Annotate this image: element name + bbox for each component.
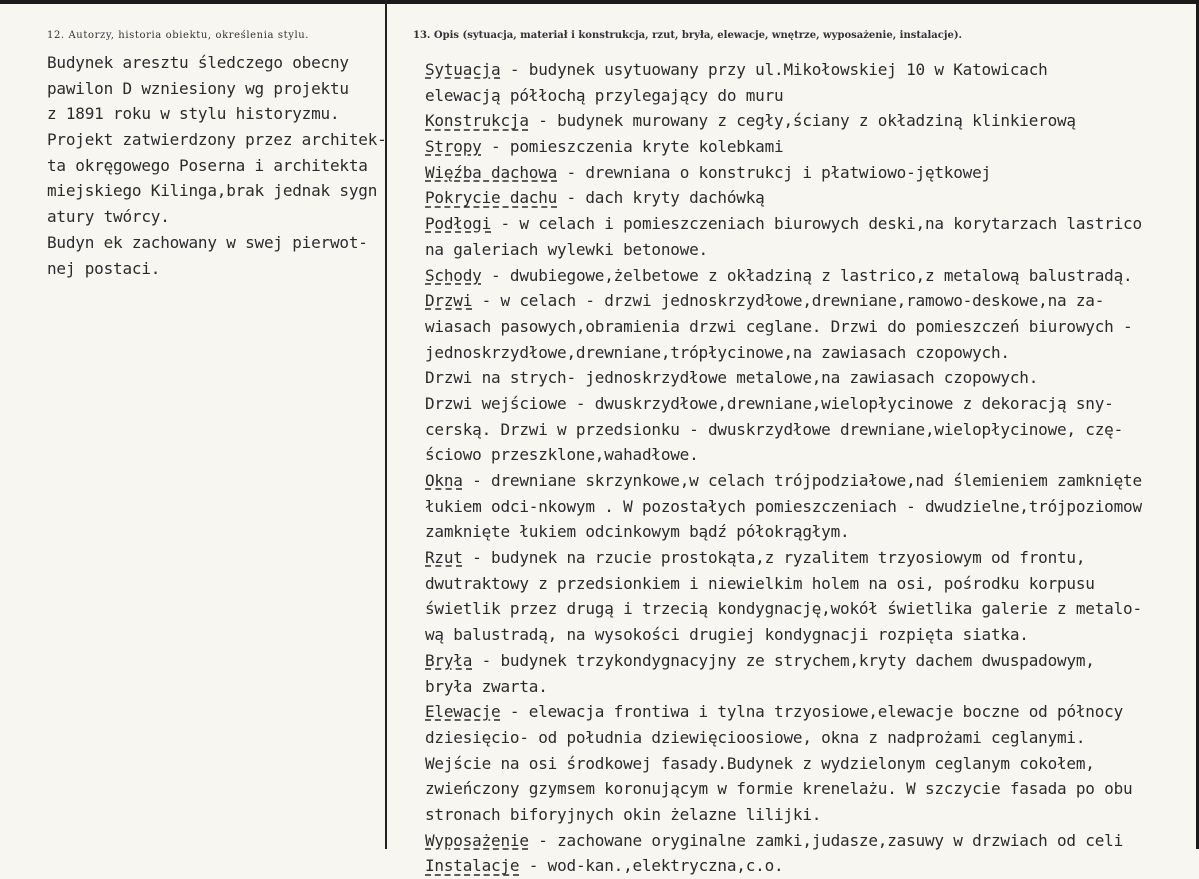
section-text: zamknięte łukiem odcinkowym bądź półokrągłym. [425, 522, 850, 542]
text-line: miejskiego Kilinga,brak jednak sygn [47, 181, 378, 201]
left-column-header: 12. Autorzy, historia obiektu, określenia stylu. [47, 30, 310, 41]
right-column-text [425, 57, 1142, 879]
text-line [425, 596, 1142, 622]
text-line [425, 340, 1142, 366]
text-line [425, 468, 1142, 494]
section-term: Sytuacja [425, 60, 501, 79]
text-line: atury twórcy. [47, 207, 170, 227]
text-line: z 1891 roku w stylu historyzmu. [47, 104, 340, 124]
section-text: jednoskrzydłowe,drewniane,trópłycinowe,na zawiasach czopowych. [425, 342, 1010, 362]
text-line [425, 648, 1142, 674]
text-line [425, 751, 1142, 777]
section-text: Drzwi na strych- jednoskrzydłowe metalowe,na zawiasach czopowych. [425, 368, 1039, 388]
text-line [425, 519, 1142, 545]
section-term: Stropy [425, 137, 482, 157]
section-text: - dach kryty dachówką [557, 188, 765, 208]
text-line [425, 263, 1142, 289]
section-text: - dwubiegowe,żelbetowe z okładziną z lastrico,z metalową balustradą. [481, 265, 1133, 285]
text-line [425, 828, 1142, 854]
text-line [425, 802, 1142, 828]
text-line [425, 494, 1142, 520]
section-text: - budynek usytuowany przy ul.Mikołowskiej 10 w Katowicach [500, 60, 1048, 79]
section-text: dziesięcio- od południa dziewięcioosiowe, okna z nadprożami ceglanymi. [425, 727, 1086, 747]
right-column-header: 13. Opis (sytuacja, materiał i konstrukcja, rzut, bryła, elewacje, wnętrze, wyposażenie, instalacje). [413, 30, 963, 41]
left-column-text [47, 50, 387, 281]
text-line [425, 134, 1142, 160]
section-term: Drzwi [425, 291, 473, 311]
text-line [425, 622, 1142, 648]
section-text: elewacją półłochą przylegający do muru [425, 85, 784, 105]
text-line [425, 571, 1142, 597]
text-line [425, 417, 1142, 443]
section-term: Schody [425, 265, 482, 285]
text-line: Budynek aresztu śledczego obecny [47, 53, 349, 72]
section-text: Wejście na osi środkowej fasady.Budynek z wydzielonym ceglanym cokołem, [425, 753, 1095, 773]
text-line [425, 674, 1142, 700]
section-text: świetlik przez drugą i trzecią kondygnację,wokół świetlika galerie z metalo- [425, 599, 1142, 619]
text-line [425, 83, 1142, 109]
section-term: Instalacje [425, 856, 520, 876]
section-text: wiasach pasowych,obramienia drzwi ceglane. Drzwi do pomieszczeń biurowych - [425, 316, 1133, 336]
section-text: - drewniana o konstrukcj i płatwiowo-jętkowej [557, 162, 991, 182]
section-text: dwutraktowy z przedsionkiem i niewielkim holem na osi, pośrodku korpusu [425, 573, 1095, 593]
text-line: Projekt zatwierdzony przez architek- [47, 130, 387, 150]
section-term: Rzut [425, 548, 463, 568]
text-line [425, 391, 1142, 417]
section-text: - budynek na rzucie prostokąta,z ryzalitem trzyosiowym od frontu, [462, 548, 1086, 568]
text-line: ta okręgowego Poserna i architekta [47, 155, 368, 175]
section-text: zwieńczony gzymsem koronującym w formie krenelażu. W szczycie fasada po obu [425, 779, 1133, 799]
section-term: Elewacje [425, 702, 501, 722]
text-line [425, 185, 1142, 211]
section-text: - w celach i pomieszczeniach biurowych deski,na korytarzach lastrico [491, 214, 1142, 234]
text-line [425, 725, 1142, 751]
section-text: - wod-kan.,elektryczna,c.o. [519, 856, 784, 876]
section-term: Wyposażenie [425, 830, 529, 850]
section-term: Bryła [425, 650, 473, 670]
section-text: - elewacja frontiwa i tylna trzyosiowe,elewacje boczne od północy [500, 702, 1124, 722]
top-border [0, 0, 1199, 4]
section-text: - zachowane oryginalne zamki,judasze,zasuwy w drzwiach od celi [528, 830, 1124, 850]
text-line [425, 211, 1142, 237]
text-line [425, 365, 1142, 391]
section-term: Pokrycie dachu [425, 188, 558, 208]
text-line [425, 442, 1142, 468]
text-line [425, 545, 1142, 571]
section-text: na galeriach wylewki betonowe. [425, 239, 708, 259]
text-line [425, 314, 1142, 340]
section-text: - drewniane skrzynkowe,w celach trójpodziałowe,nad ślemieniem zamknięte [462, 471, 1142, 490]
text-line [425, 853, 1142, 879]
text-line [425, 288, 1142, 314]
section-text: ściowo przeszklone,wahadłowe. [425, 445, 699, 465]
section-text: - budynek murowany z cegły,ściany z okładziną klinkierową [528, 111, 1076, 131]
section-term: Więźba dachowa [425, 162, 558, 182]
section-term: Podłogi [425, 214, 492, 234]
text-line [425, 776, 1142, 802]
section-text: Drzwi wejściowe - dwuskrzydłowe,drewniane,wielopłycinowe z dekoracją sny- [425, 393, 1114, 413]
section-term: Konstrukcja [425, 111, 529, 131]
text-line [425, 108, 1142, 134]
text-line: nej postaci. [47, 258, 161, 278]
section-text: łukiem odci-nkowym . W pozostałych pomieszczeniach - dwudzielne,trójpoziomow [425, 496, 1142, 516]
section-text: wą balustradą, na wysokości drugiej kondygnacji rozpięta siatka. [425, 625, 1029, 645]
section-text: - pomieszczenia kryte kolebkami [481, 137, 784, 157]
section-term: Okna [425, 471, 463, 490]
text-line [425, 237, 1142, 263]
section-text: stronach biforyjnych okin żelazne lilijki. [425, 804, 822, 824]
section-text: bryła zwarta. [425, 676, 548, 696]
text-line [425, 160, 1142, 186]
section-text: - budynek trzykondygnacyjny ze strychem,kryty dachem dwuspadowym, [472, 650, 1095, 670]
text-line: Budyn ek zachowany w swej pierwot- [47, 232, 368, 252]
section-text: - w celach - drzwi jednoskrzydłowe,drewniane,ramowo-deskowe,na za- [472, 291, 1105, 311]
text-line [425, 699, 1142, 725]
section-text: cerską. Drzwi w przedsionku - dwuskrzydłowe drewniane,wielopłycinowe, czę- [425, 419, 1124, 439]
text-line [425, 57, 1142, 83]
text-line: pawilon D wzniesiony wg projektu [47, 78, 349, 98]
